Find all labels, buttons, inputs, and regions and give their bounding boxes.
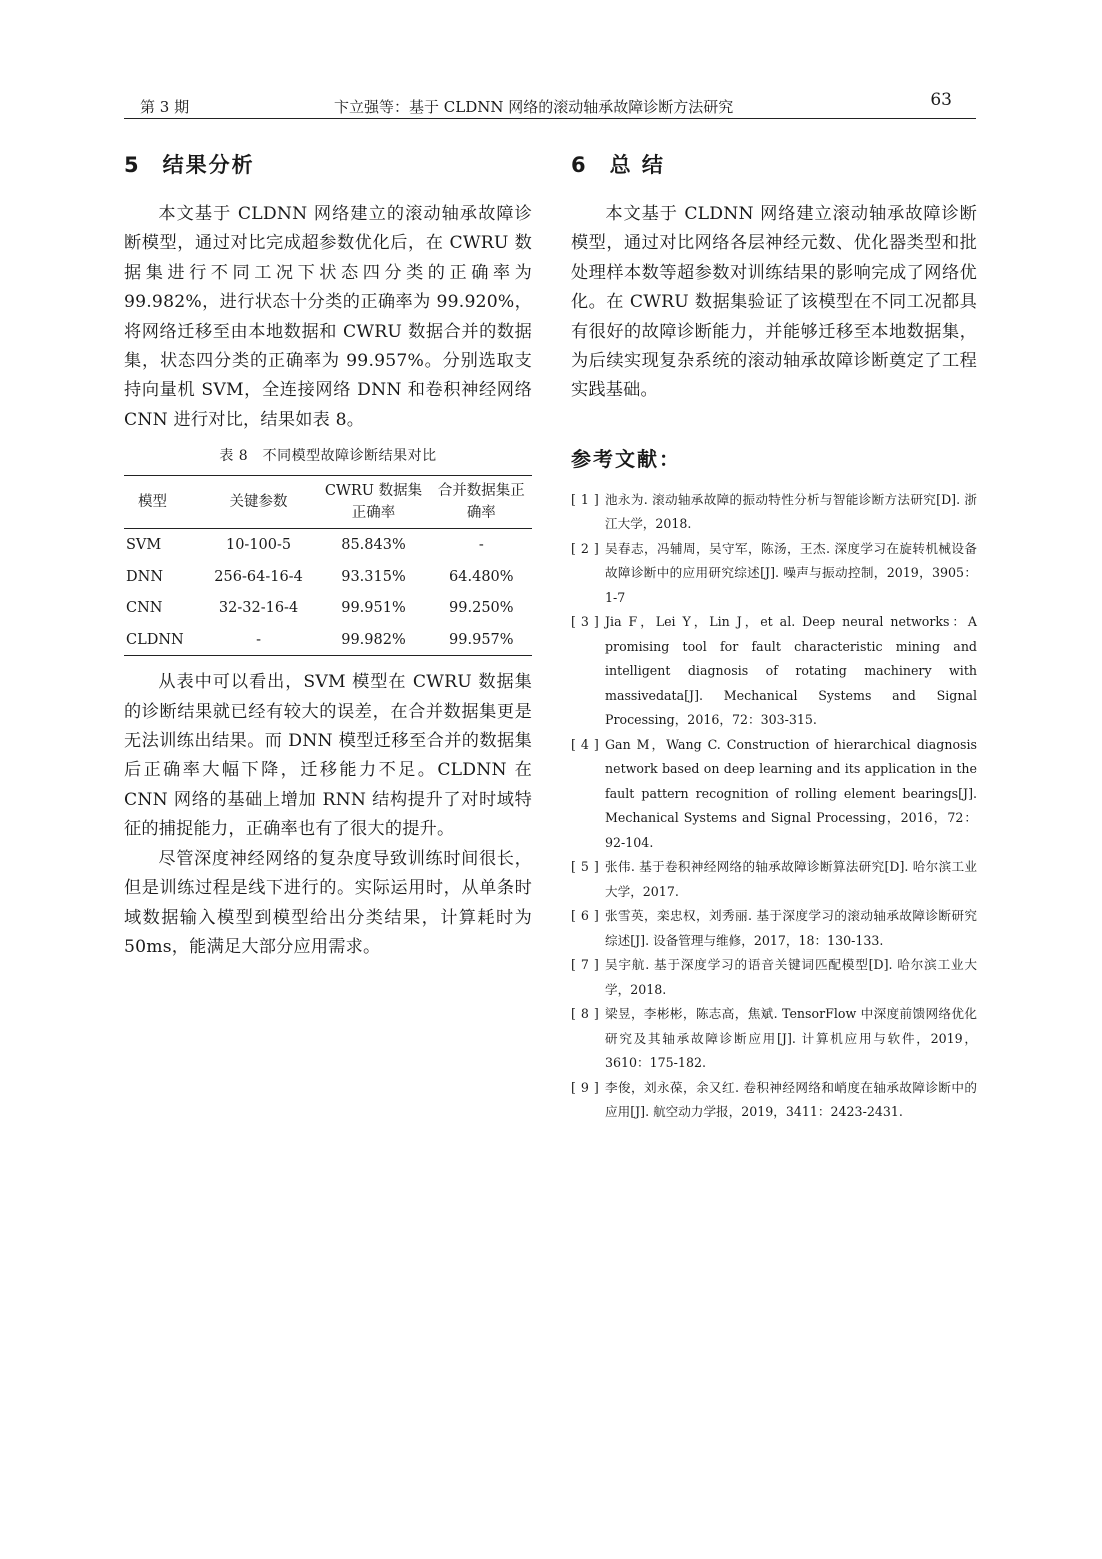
reference-item — [571, 953, 977, 1002]
cell-merged-accuracy: - — [478, 537, 484, 553]
reference-text: Jia F，Lei Y，Lin J，et al. Deep neural networks：A promising tool for fault characteristic mining and intelligent diagnosis of rotating machinery with massivedata[J]. Mechanical Systems and Signal Processing，2016，72：303-315. — [605, 614, 977, 728]
reference-item — [571, 1002, 977, 1076]
section-5-heading — [124, 148, 532, 182]
table-row — [124, 561, 532, 593]
reference-index: [ 3 ] — [571, 614, 600, 630]
cell-merged-accuracy: 99.957% — [449, 631, 514, 648]
section-number: 5 — [124, 153, 141, 177]
cell-model: CLDNN — [126, 631, 184, 648]
cell-params: 10-100-5 — [225, 537, 292, 553]
cell-cwru-accuracy: 93.315% — [341, 568, 406, 585]
right-column — [571, 148, 977, 1125]
section-6-heading — [571, 148, 977, 182]
cell-model: DNN — [126, 568, 164, 585]
reference-item — [571, 488, 977, 537]
cell-cwru-accuracy: 99.951% — [341, 600, 406, 616]
header-cwru-accuracy: CWRU 数据集正确率 — [324, 483, 423, 522]
reference-text: 吴春志，冯辅周，吴守军，陈汤，王杰. 深度学习在旋转机械设备故障诊断中的应用研究综述[J]. 噪声与振动控制，2019，3905：1-7 — [605, 540, 977, 605]
reference-index: [ 4 ] — [571, 736, 600, 752]
left-column — [124, 148, 532, 962]
cell-cwru-accuracy: 85.843% — [341, 537, 406, 553]
reference-index: [ 8 ] — [571, 1006, 600, 1022]
cell-model: CNN — [126, 600, 163, 616]
cell-model: SVM — [126, 537, 162, 553]
conclusion-paragraph: 本文基于 CLDNN 网络建立滚动轴承故障诊断模型，通过对比网络各层神经元数、优化器类型和批处理样本数等超参数对训练结果的影响完成了网络优化。在 CWRU 数据集验证了该模型在不同工况都具有很好的故障诊断能力，并能够迁移至本地数据集，为后续实现复杂系统的滚动轴承故障诊断奠定了工程实践基础。 — [571, 204, 977, 401]
reference-item — [571, 855, 977, 904]
table-header-row — [124, 476, 532, 529]
page-number: 63 — [930, 90, 952, 110]
results-table — [124, 475, 532, 656]
header-model: 模型 — [138, 494, 167, 511]
reference-index: [ 7 ] — [571, 957, 600, 973]
reference-index: [ 9 ] — [571, 1079, 600, 1095]
reference-item — [571, 733, 977, 856]
results-paragraph-2: 从表中可以看出，SVM 模型在 CWRU 数据集的诊断结果就已经有较大的误差，在合并数据集更是无法训练出结果。而 DNN 模型迁移至合并的数据集后正确率大幅下降，迁移能力不足。CLDNN 在 CNN 网络的基础上增加 RNN 结构提升了对时域特征的捕捉能力，正确率也有了很大的提升。 — [124, 672, 532, 840]
cell-params: - — [256, 631, 261, 648]
section-title: 结果分析 — [162, 153, 255, 177]
cell-merged-accuracy: 99.250% — [449, 600, 514, 616]
references-heading: 参考文献： — [571, 446, 681, 471]
cell-params: 32-32-16-4 — [218, 600, 299, 616]
issue-number: 第 3 期 — [140, 98, 190, 116]
results-paragraph-3: 尽管深度神经网络的复杂度导致训练时间很长，但是训练过程是线下进行的。实际运用时，从单条时域数据输入模型到模型给出分类结果，计算耗时为 50ms，能满足大部分应用需求。 — [124, 848, 532, 957]
reference-index: [ 5 ] — [571, 859, 600, 875]
results-paragraph-1: 本文基于 CLDNN 网络建立的滚动轴承故障诊断模型，通过对比完成超参数优化后，在 CWRU 数据集进行不同工况下状态四分类的正确率为 99.982%，进行状态十分类的正确率为 99.920%，将网络迁移至由本地数据和 CWRU 数据合并的数据集，状态四分类的正确率为 99.957%。分别选取支持向量机 SVM，全连接网络 DNN 和卷积神经网络 CNN 进行对比，结果如表 8。 — [124, 204, 532, 430]
reference-index: [ 6 ] — [571, 908, 600, 924]
reference-item — [571, 904, 977, 953]
cell-params: 256-64-16-4 — [214, 568, 303, 585]
reference-list — [571, 488, 977, 1125]
header-params: 关键参数 — [229, 494, 288, 511]
reference-text: 梁昱，李彬彬，陈志高，焦斌. TensorFlow 中深度前馈网络优化研究及其轴承故障诊断应用[J]. 计算机应用与软件，2019，3610：175-182. — [605, 1006, 977, 1071]
table-caption: 表 8 不同模型故障诊断结果对比 — [219, 448, 437, 465]
running-header — [124, 90, 976, 119]
reference-item — [571, 537, 977, 611]
reference-item — [571, 1076, 977, 1125]
cell-merged-accuracy: 64.480% — [449, 568, 514, 585]
section-number: 6 — [571, 153, 588, 177]
reference-text: 张伟. 基于卷积神经网络的轴承故障诊断算法研究[D]. 哈尔滨工业大学，2017. — [605, 859, 977, 899]
table-row — [124, 624, 532, 656]
cell-cwru-accuracy: 99.982% — [341, 631, 406, 648]
reference-text: 吴宇航. 基于深度学习的语音关键词匹配模型[D]. 哈尔滨工业大学，2018. — [605, 957, 977, 997]
table-row — [124, 529, 532, 561]
reference-item — [571, 610, 977, 733]
header-merged-accuracy: 合并数据集正确率 — [437, 483, 525, 522]
reference-text: Gan M，Wang C. Construction of hierarchical diagnosis network based on deep learning and its application in the fault pattern recognition of rolling element bearings[J]. Mechanical Systems and Signal Processing，2016，72：92-104. — [605, 736, 977, 850]
table-row — [124, 592, 532, 624]
section-title: 总 结 — [609, 153, 665, 177]
reference-index: [ 1 ] — [571, 491, 600, 507]
reference-index: [ 2 ] — [571, 540, 600, 556]
running-title: 卞立强等：基于 CLDNN 网络的滚动轴承故障诊断方法研究 — [334, 98, 734, 116]
reference-text: 池永为. 滚动轴承故障的振动特性分析与智能诊断方法研究[D]. 浙江大学，2018. — [605, 491, 977, 532]
reference-text: 张雪英，栾忠权，刘秀丽. 基于深度学习的滚动轴承故障诊断研究综述[J]. 设备管理与维修，2017，18：130-133. — [605, 908, 977, 948]
reference-text: 李俊，刘永葆，余又红. 卷积神经网络和峭度在轴承故障诊断中的应用[J]. 航空动力学报，2019，3411：2423-2431. — [605, 1079, 977, 1120]
